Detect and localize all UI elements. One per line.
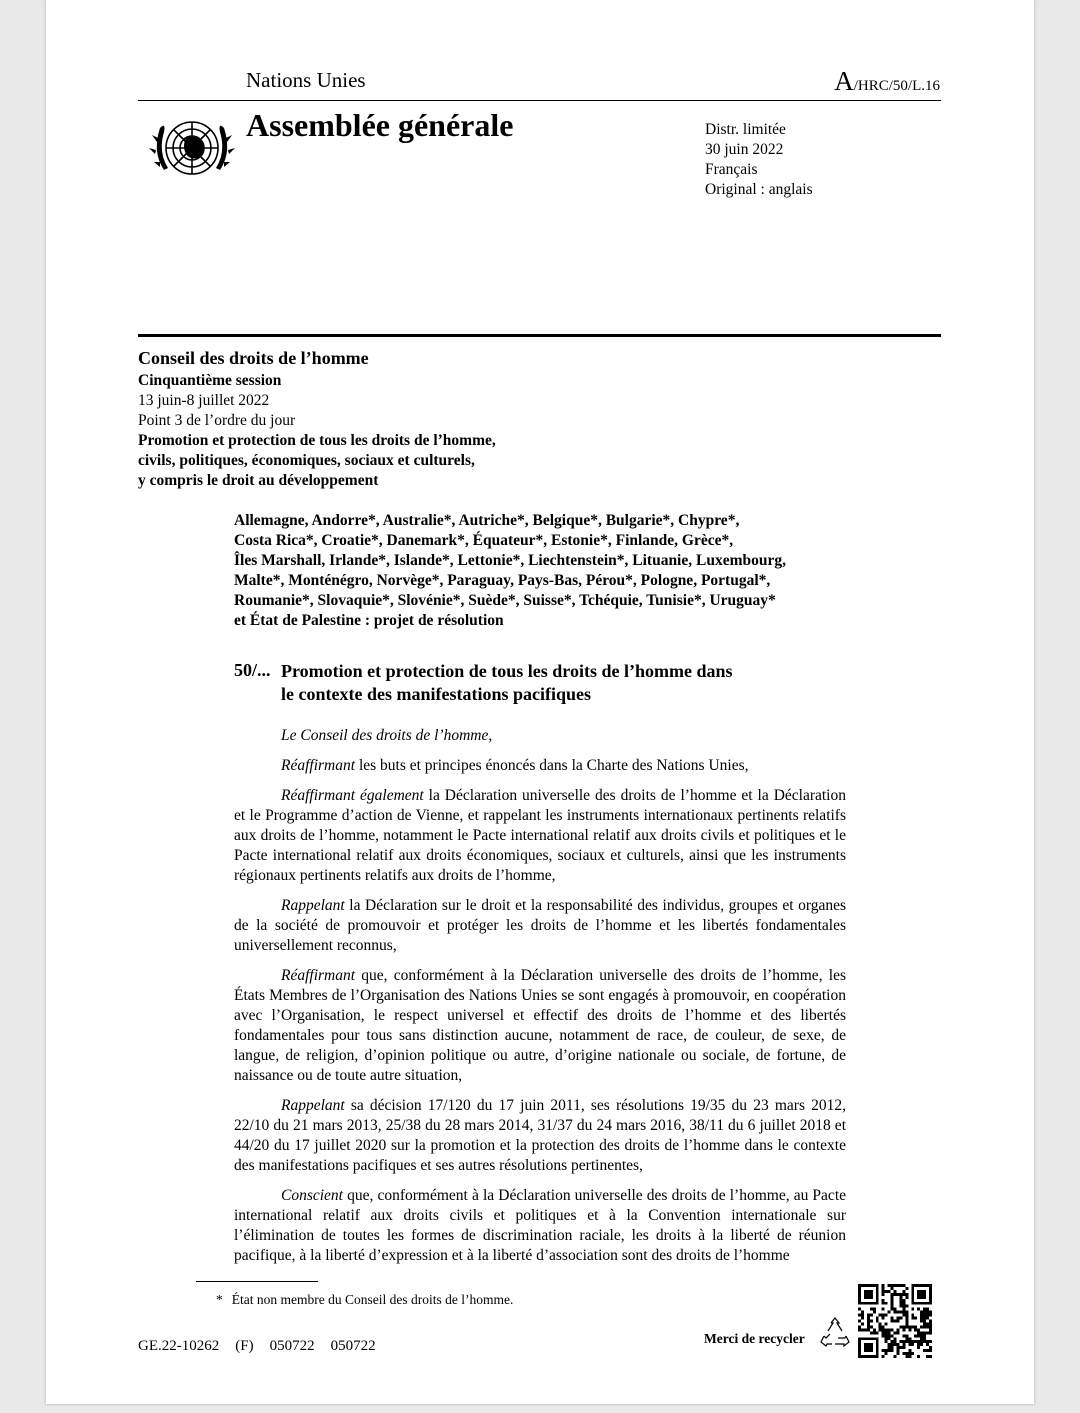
paragraph-lead: Réaffirmant également [281, 787, 424, 804]
distribution-type: Distr. limitée [705, 121, 786, 138]
paragraph-text: la Déclaration sur le droit et la responsabilité des individus, groupes et organes de la société de promouvoir et protéger les droits de l’homme et les libertés fondamentales universellement reconnus, [234, 897, 846, 954]
preamble-paragraph [234, 726, 846, 746]
preamble-paragraph [234, 786, 846, 886]
resolution-title-line: Promotion et protection de tous les droits de l’homme dans [281, 661, 733, 681]
issue-date: 30 juin 2022 [705, 141, 784, 158]
resolution-title-line: le contexte des manifestations pacifiques [281, 684, 591, 704]
paragraph-text: sa décision 17/120 du 17 juin 2011, ses résolutions 19/35 du 23 mars 2012, 22/10 du 21 mars 2013, 25/38 du 28 mars 2014, 31/37 du 24 mars 2016, 38/11 du 6 juillet 2018 et 44/20 du 17 juillet 2020 sur la promotion et la protection des droits de l’homme dans le contexte des manifestations pacifiques et ses autres résolutions pertinentes, [234, 1097, 846, 1174]
paragraph-text: que, conformément à la Déclaration universelle des droits de l’homme, les États Membres de l’Organisation des Nations Unies se sont engagés à promouvoir, en coopération avec l’Organisation, le respect universel et effectif des droits de l’homme et des libertés fondamentales pour tous sans distinction aucune, notamment de race, de couleur, de sexe, de langue, de religion, d’opinion politique ou autre, d’origine nationale ou sociale, de fortune, de naissance ou de toute autre situation, [234, 967, 846, 1084]
sponsors-line: Îles Marshall, Irlande*, Islande*, Lettonie*, Liechtenstein*, Lituanie, Luxembourg, [234, 552, 786, 569]
recycle-text: Merci de recycler [704, 1331, 805, 1346]
symbol-rest: /HRC/50/L.16 [853, 78, 940, 94]
resolution-number: 50/... [234, 660, 271, 680]
agenda-title-line: Promotion et protection de tous les droits de l’homme, [138, 432, 496, 449]
sponsors-list [234, 511, 854, 631]
footnote-rule [196, 1281, 318, 1282]
preamble-paragraph [234, 1096, 846, 1176]
footnote-text: État non membre du Conseil des droits de l’homme. [231, 1292, 514, 1307]
recycle-icon [818, 1316, 852, 1350]
session-name: Cinquantième session [138, 372, 282, 389]
document-symbol [834, 66, 940, 97]
body-title: Assemblée générale [246, 107, 514, 143]
qr-code-icon [858, 1284, 932, 1358]
session-dates: 13 juin-8 juillet 2022 [138, 392, 270, 409]
sponsors-line: Malte*, Monténégro, Norvège*, Paraguay, Pays-Bas, Pérou*, Pologne, Portugal*, [234, 572, 771, 589]
agenda-point: Point 3 de l’ordre du jour [138, 412, 296, 429]
preamble-paragraph [234, 896, 846, 956]
print-date: 050722 [330, 1338, 376, 1354]
session-block [138, 371, 496, 491]
footnote-mark: * [216, 1292, 223, 1307]
paragraph-lead: Rappelant [281, 1097, 345, 1114]
organization-name: Nations Unies [246, 68, 366, 92]
symbol-letter: A [834, 66, 854, 96]
paragraph-lead: Le Conseil des droits de l’homme [281, 727, 489, 744]
sponsors-line: et État de Palestine : projet de résolution [234, 612, 504, 629]
sponsors-line: Roumanie*, Slovaquie*, Slovénie*, Suède*, Suisse*, Tchéquie, Tunisie*, Uruguay* [234, 592, 776, 609]
agenda-title-line: civils, politiques, économiques, sociaux et culturels, [138, 452, 475, 469]
resolution-title [281, 660, 821, 706]
preamble-paragraph [234, 966, 846, 1086]
council-name: Conseil des droits de l’homme [138, 348, 369, 368]
job-number: GE.22-10262 [138, 1338, 220, 1354]
language-code: (F) [235, 1338, 254, 1354]
print-date: 050722 [269, 1338, 315, 1354]
document-language: Français [705, 161, 758, 178]
un-emblem-icon [146, 108, 238, 188]
distribution-block [705, 120, 813, 200]
sponsors-line: Allemagne, Andorre*, Australie*, Autriche*, Belgique*, Bulgarie*, Chypre*, [234, 512, 740, 529]
paragraph-text: les buts et principes énoncés dans la Charte des Nations Unies, [355, 757, 749, 774]
document-page [46, 0, 1034, 1404]
footnote [216, 1292, 513, 1308]
paragraph-lead: Réaffirmant [281, 757, 356, 774]
agenda-title-line: y compris le droit au développement [138, 472, 379, 489]
preamble-paragraph [234, 1186, 846, 1266]
paragraph-lead: Rappelant [281, 897, 345, 914]
sponsors-line: Costa Rica*, Croatie*, Danemark*, Équateur*, Estonie*, Finlande, Grèce*, [234, 532, 734, 549]
paragraph-text: que, conformément à la Déclaration universelle des droits de l’homme, au Pacte international relatif aux droits civils et politiques et à la Convention internationale sur l’élimination de toutes les formes de discrimination raciale, les droits à la liberté de réunion pacifique, à la liberté d’expression et à la liberté d’association sont des droits de l’homme [234, 1187, 846, 1264]
paragraph-lead: Conscient [281, 1187, 343, 1204]
paragraph-text: , [488, 727, 493, 744]
preamble-paragraph [234, 756, 846, 776]
document-reference [138, 1338, 392, 1355]
paragraph-text: la Déclaration universelle des droits de l’homme et la Déclaration et le Programme d’action de Vienne, et rappelant les instruments internationaux pertinents relatifs aux droits de l’homme, notamment le Pacte international relatif aux droits civils et politiques et le Pacte international relatif aux droits économiques, sociaux et culturels, ainsi que les instruments régionaux pertinents relatifs aux droits de l’homme, [234, 787, 846, 884]
original-language: Original : anglais [705, 181, 813, 198]
paragraph-lead: Réaffirmant [281, 967, 356, 984]
section-rule [138, 334, 941, 337]
header-rule [138, 100, 941, 101]
